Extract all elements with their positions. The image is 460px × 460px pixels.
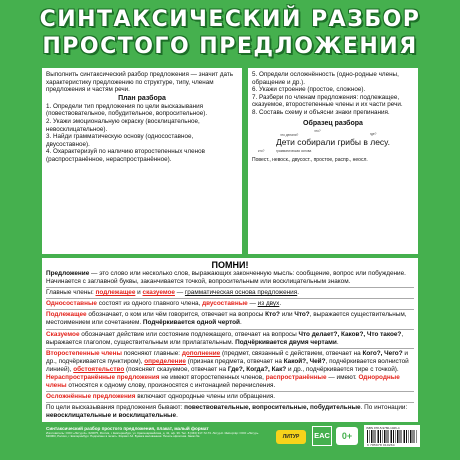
remember-text-run: повествовательные, вопросительные, побудительные (184, 404, 361, 412)
intro-text: Выполнить синтаксический разбор предложения — значит дать характеристику предложению по структуре, типу, членам предложения и частям речи. (46, 71, 234, 94)
remember-paragraph (46, 329, 414, 347)
example-annotation-bottom1: кто? (258, 148, 265, 153)
plan-step-7: 7. Разбери по членам предложения: подлежащее, сказуемое, второстепенные члены и их части речи. (252, 93, 403, 109)
remember-text-run: По цели высказывания предложения бывают: (46, 404, 185, 412)
page-title (30, 6, 430, 62)
footer (0, 424, 460, 460)
plan-title: План разбора (118, 94, 166, 102)
example-annotation-top1: что? (314, 128, 321, 133)
remember-text-run: обозначает действие или состояние подлежащего, отвечает на вопросы (79, 330, 299, 338)
remember-text-run: и (135, 289, 143, 297)
remember-text-run: определение (144, 357, 186, 365)
remember-text-run: Осложнённые предложения (46, 393, 136, 401)
publisher-logo: ЛИТУР (276, 430, 306, 444)
remember-text-run: обстоятельство (73, 365, 125, 373)
remember-text-run: распространённые (265, 374, 327, 382)
remember-text-run: дополнение (181, 349, 221, 357)
remember-paragraph (46, 391, 414, 401)
remember-text-run: невосклицательные и восклицательные (46, 412, 177, 420)
remember-paragraph (46, 298, 414, 308)
remember-text-run: (признак предмета, отвечает на (185, 357, 284, 365)
remember-text-run: , выражается глаголом, существительным или прилагательным. (46, 330, 404, 346)
eac-mark-icon: EAC (312, 426, 332, 446)
example-footer: Повест., невоск., двусост., простое, распр., неосл. (252, 156, 368, 163)
remember-text-run: Сказуемое (46, 330, 80, 338)
remember-text-run: — это слово или несколько слов, выражающих законченную мысль: сообщение, вопрос или побуждение. Начинается с заглавной буквы, заканчивается точкой, вопросительным или восклицательным знаком. (46, 270, 406, 286)
remember-text-run: Кого?, Чего? (362, 349, 403, 357)
remember-text-run: Подлежащее (46, 311, 87, 319)
remember-paragraph (46, 287, 414, 297)
example-block (252, 119, 414, 171)
example-annotation-top3: что делали? (280, 132, 299, 137)
remember-text-run: Однородные члены (46, 374, 400, 390)
remember-text-run: — (247, 300, 258, 308)
remember-text-run: , выражается существительным, местоимением или сочетанием. (46, 311, 407, 327)
plan-step-6: 6. Укажи строение (простое, сложное). (252, 86, 366, 94)
remember-text-run: поясняют главные: (121, 349, 182, 357)
remember-text-run: грамматическая основа предложения (184, 289, 298, 297)
plan-panel-right (248, 68, 418, 254)
remember-text-run: двусоставные (202, 300, 248, 308)
example-title: Образец разбора (303, 119, 363, 127)
plan-step-1: 1. Определи тип предложения по цели высказывания (повествовательное, побудительное, вопросительное). (46, 102, 208, 118)
age-rating-badge: 0+ (336, 427, 358, 445)
remember-text-run: и др., подчёркивается пунктиром), (46, 349, 408, 365)
remember-text-run: — имеют. (326, 374, 359, 382)
remember-text-run: Предложение (46, 270, 90, 277)
remember-panel (42, 258, 418, 422)
remember-text-run: и др., подчёркивается тире с точкой). (286, 365, 399, 373)
remember-text-run: состоят из одного главного члена, (96, 300, 203, 308)
plan-step-4: 4. Охарактеризуй по наличию второстепенных членов (распространённое, нераспространённое). (46, 148, 205, 163)
example-annotation-top2: где? (370, 131, 377, 136)
plan-step-5: 5. Определи осложнённость (одно-родные члены, обращение и др.). (252, 71, 399, 86)
plan-step-2: 2. Укажи эмоциональную окраску (восклицательное, невосклицательное). (46, 117, 200, 133)
plan-panel-left (42, 68, 242, 254)
remember-paragraph (46, 270, 414, 286)
remember-paragraph (46, 402, 414, 420)
isbn-text: ISBN 978-5-9780-1026-4 (366, 426, 400, 430)
remember-paragraph (46, 348, 414, 390)
footer-text: Изготовитель: ООО «Литур-К». 620075, Россия, г. Екатеринбург, ул. Красноармейская, д. 41, оф. 39. Тел. 8 (343) 317-72-73. Литур-К. Импортёр: ООО «Литур». 620063, Россия, г. Екатеринбург. Подписано в печать. Формат А4. Бумага мелованная. Печать офсетная. Заказ №. (46, 431, 259, 439)
remember-text-run: включают однородные члены или обращения. (135, 393, 276, 401)
remember-text-run: подлежащее (95, 289, 136, 297)
remember-text-run: относятся к одному слову, произносятся с интонацией перечисления. (66, 382, 276, 390)
remember-text-run: обозначает, о ком или чём говорится, отвечает на вопросы (86, 311, 266, 319)
example-annotation-bottom2: грамматическая основа (276, 148, 312, 153)
barcode-icon (367, 430, 417, 443)
barcode-number: 9 785978 010264 (367, 443, 395, 447)
remember-text-run: (предмет, связанный с действием, отвечает на (220, 349, 363, 357)
remember-text-run: . (239, 319, 242, 327)
remember-text-run: Нераспространённые предложения (46, 374, 160, 382)
remember-text-run: Главные члены: (46, 289, 96, 297)
footer-title: Синтаксический разбор простого предложения, плакат, малый формат (46, 426, 209, 431)
remember-text-run: Где?, Когда?, Как? (227, 365, 287, 373)
remember-text-run: сказуемое (142, 289, 175, 297)
remember-text-run: Подчёркивается одной чертой (142, 319, 240, 327)
remember-text-run: из двух (257, 300, 280, 308)
plan-step-3: 3. Найди грамматическую основу (односоставное, двусоставное). (46, 133, 194, 148)
remember-text-run: не имеют второстепенных членов, (159, 374, 266, 382)
remember-body (46, 270, 414, 421)
remember-text-run: . По интонации: (360, 404, 408, 412)
remember-text-run: (поясняет сказуемое, отвечает на (124, 365, 228, 373)
remember-text-run: — (174, 289, 185, 297)
remember-text-run: . (297, 289, 299, 297)
barcode (364, 425, 420, 447)
remember-paragraph (46, 309, 414, 327)
remember-text-run: , подчёркивается волнистой линией), (46, 357, 409, 373)
remember-text-run: Второстепенные члены (46, 349, 122, 357)
example-sentence: Дети собирали грибы в лесу. (276, 136, 390, 147)
remember-text-run: Односоставные (46, 300, 97, 308)
remember-text-run: Подчёркивается двумя чертами (235, 338, 337, 346)
remember-text-run: Кто? (265, 311, 280, 319)
remember-text-run: . (176, 412, 178, 420)
title-line-2: ПРОСТОГО ПРЕДЛОЖЕНИЯ (42, 34, 418, 59)
remember-text-run: Что? (294, 311, 310, 319)
remember-text-run: Какой?, Чей? (283, 357, 326, 365)
remember-title: ПОМНИ! (211, 260, 249, 270)
remember-text-run: . (279, 300, 282, 308)
plan-step-8: 8. Составь схему и объясни знаки препинания. (252, 108, 390, 116)
title-line-1: СИНТАКСИЧЕСКИЙ РАЗБОР (39, 7, 421, 32)
remember-text-run: Что делает?, Каков?, Что такое? (298, 330, 402, 338)
remember-text-run: или (279, 311, 295, 319)
remember-text-run: . (336, 338, 339, 346)
